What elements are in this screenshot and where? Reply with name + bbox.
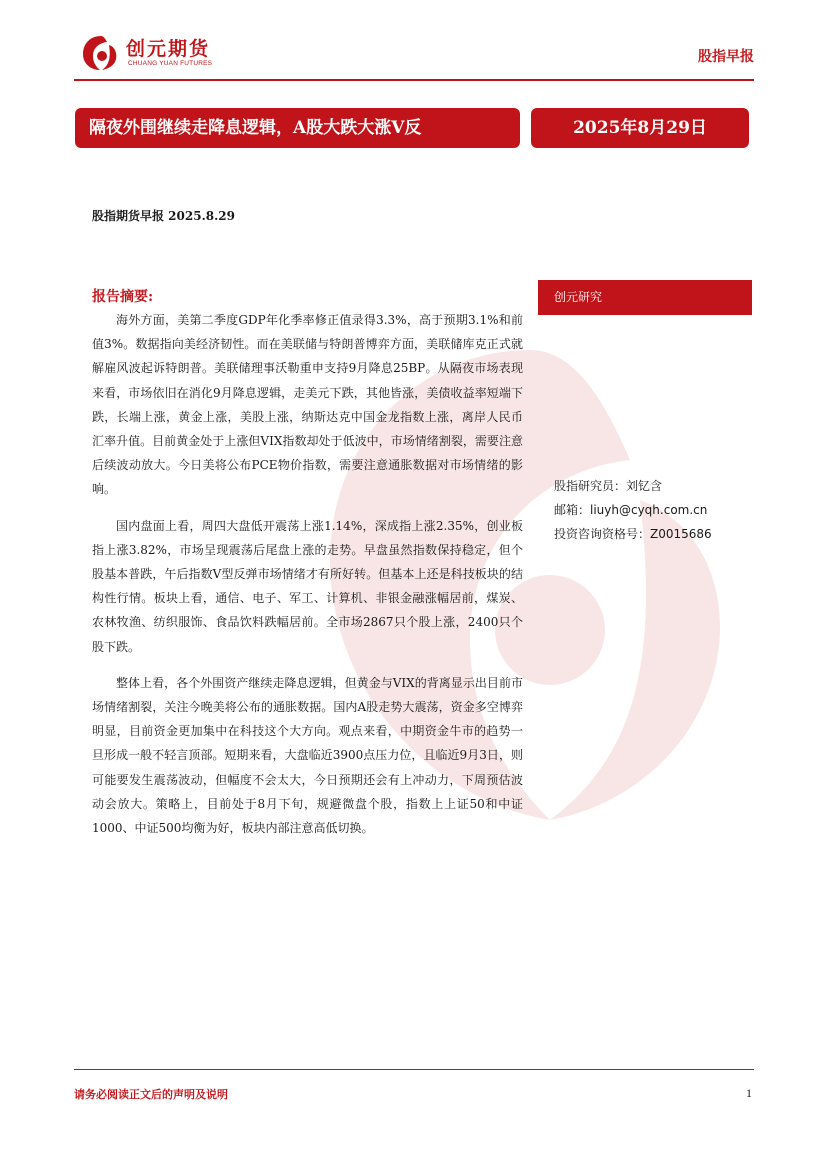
header-divider	[74, 79, 754, 81]
analyst-license: 投资咨询资格号：Z0015686	[554, 527, 712, 541]
report-subtitle: 股指期货早报 2025.8.29	[92, 209, 235, 223]
company-logo	[74, 32, 244, 76]
summary-heading: 报告摘要:	[92, 289, 154, 305]
logo-swirl-icon	[80, 34, 122, 72]
logo-english-name: CHUANG YUAN FUTURES	[128, 60, 213, 67]
page-number: 1	[746, 1086, 752, 1100]
footer-disclaimer: 请务必阅读正文后的声明及说明	[74, 1088, 228, 1101]
summary-paragraph-overseas: 海外方面，美第二季度GDP年化季率修正值录得3.3%，高于预期3.1%和前值3%。数据指向美经济韧性。而在美联储与特朗普博弈方面，美联储库克正式就解雇风波起诉特朗普。美联储理事沃勒重申支持9月降息25BP。从隔夜市场表现来看，市场依旧在消化9月降息逻辑，走美元下跌，其他皆涨，美债收益率短端下跌，长端上涨，黄金上涨，美股上涨，纳斯达克中国金龙指数上涨，离岸人民币汇率升值。目前黄金处于上涨但VIX指数却处于低波中，市场情绪割裂，需要注意后续波动放大。今日美将公布PCE物价指数，需要注意通胀数据对市场情绪的影响。	[92, 313, 523, 497]
logo-chinese-name: 创元期货	[126, 38, 211, 60]
summary-paragraph-domestic: 国内盘面上看，周四大盘低开震荡上涨1.14%，深成指上涨2.35%，创业板指上涨3.82%，市场呈现震荡后尾盘上涨的走势。早盘虽然指数保持稳定，但个股基本普跌，午后指数V型反弹市场情绪才有所好转。但基本上还是科技板块的结构性行情。板块上看，通信、电子、军工、计算机、非银金融涨幅居前，煤炭、农林牧渔、纺织服饰、食品饮料跌幅居前。全市场2867只个股上涨，2400只个股下跌。	[92, 518, 523, 654]
summary-paragraph-outlook: 整体上看，各个外围资产继续走降息逻辑，但黄金与VIX的背离显示出目前市场情绪割裂，关注今晚美将公布的通胀数据。国内A股走势大震荡，资金多空博弈明显，目前资金更加集中在科技这个大方向。观点来看，中期资金牛市的趋势一旦形成一般不轻言顶部。短期来看，大盘临近3900点压力位，且临近9月3日，则可能要发生震荡波动，但幅度不会太大，今日预期还会有上冲动力，下周预估波动会放大。策略上，目前处于8月下旬，规避微盘个股，指数上上证50和中证1000、中证500均衡为好，板块内部注意高低切换。	[92, 675, 523, 836]
report-type-label: 股指早报	[698, 49, 754, 65]
analyst-info	[554, 474, 712, 546]
research-label-box: 创元研究	[538, 280, 752, 315]
footer-divider	[74, 1069, 754, 1070]
page-header	[74, 32, 754, 76]
analyst-email: 邮箱：liuyh@cyqh.com.cn	[554, 503, 708, 517]
report-title-banner: 隔夜外围继续走降息逻辑，A股大跌大涨V反	[75, 108, 520, 148]
report-date-banner: 2025年8月29日	[531, 108, 749, 148]
summary-body	[92, 308, 523, 852]
analyst-name: 股指研究员：刘钇含	[554, 479, 663, 493]
